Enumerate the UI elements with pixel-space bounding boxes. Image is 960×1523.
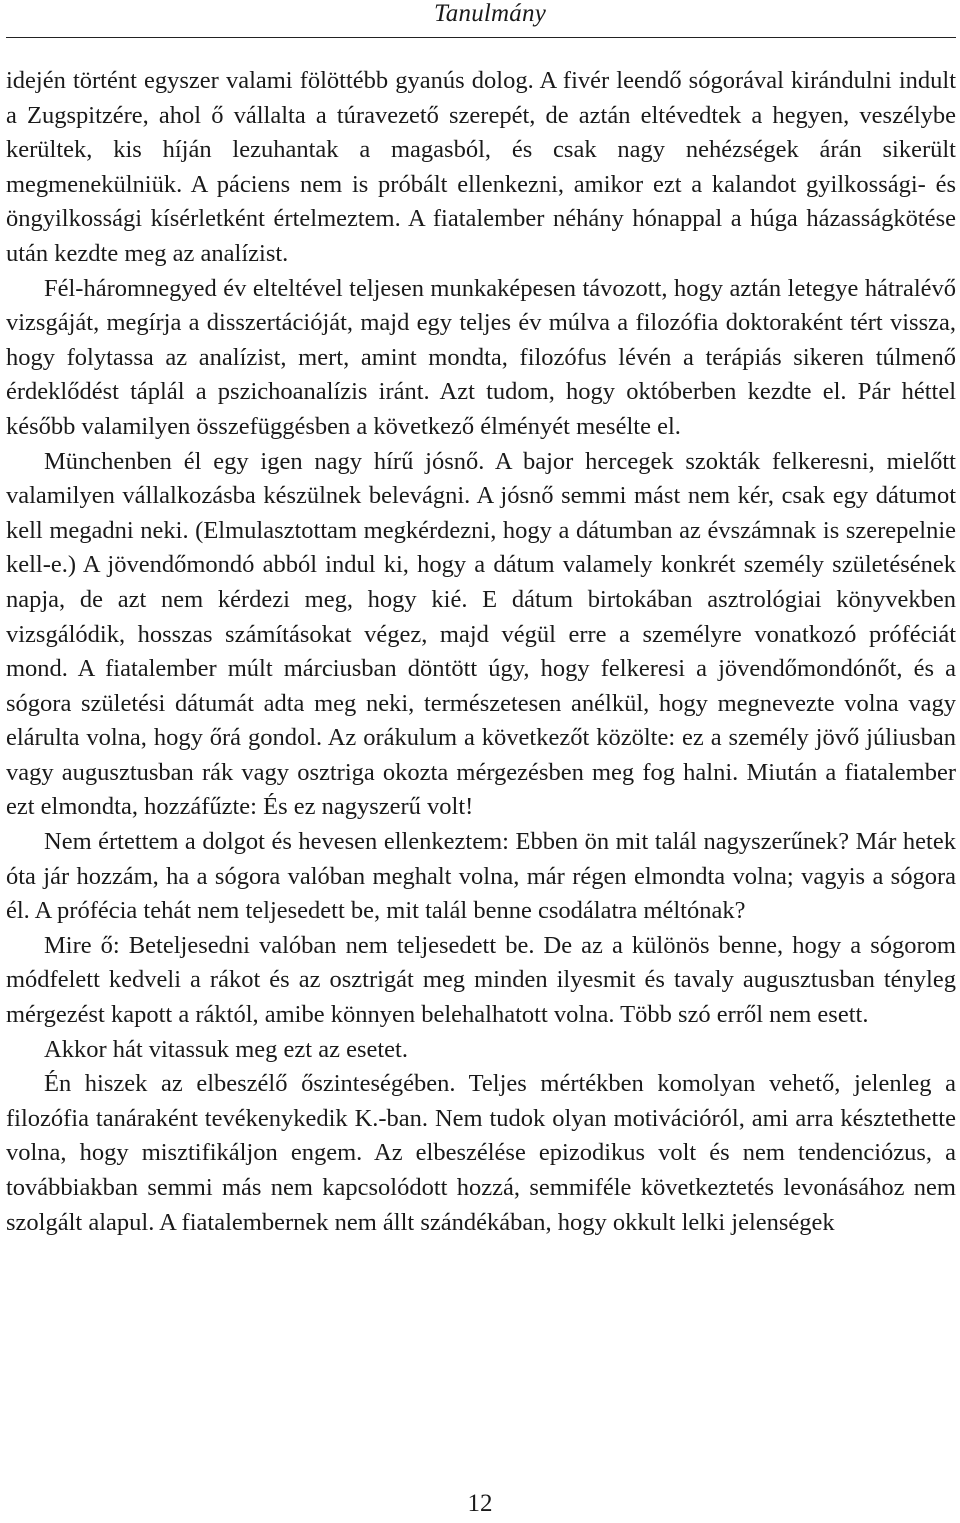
paragraph: Münchenben él egy igen nagy hírű jósnő. A bajor hercegek szokták felkeresni, mielőtt valamilyen vállalkozásba készülnek belevágni. A jósnő semmi mást nem kér, csak egy dátumot kell megadni neki. (Elmulasztottam megkérdezni, hogy a dátumban az évszámnak is szerepelnie kell-e.) A jövendőmondó abból indul ki, hogy a dátum valamely konkrét személy születésének napja, de azt nem kérdezi meg, hogy kié. E dátum birtokában asztrológiai könyvekben vizsgálódik, hosszas számításokat végez, majd végül erre a személyre vonatkozó próféciát mond. A fiatalember múlt márciusban döntött úgy, hogy felkeresi a jövendőmondónőt, és a sógora születési dátumát adta meg neki, természetesen anélkül, hogy megnevezte volna vagy elárulta volna, hogy őrá gondol. Az orákulum a következőt közölte: ez a személy jövő júliusban vagy augusztusban rák vagy osztriga okozta mérgezésben meg fog halni. Miután a fiatalember ezt elmondta, hozzáfűzte: És ez nagyszerű volt! <box>6 447 956 821</box>
header-rule <box>6 37 956 38</box>
running-head-title: Tanulmány <box>433 0 546 27</box>
paragraph: Mire ő: Beteljesedni valóban nem teljesedett be. De az a különös benne, hogy a sógorom módfelett kedveli a rákot és az osztrigát meg minden ilyesmit és tavaly augusztusban tényleg mérgezést kapott a ráktól, amibe könnyen belehalhatott volna. Több szó erről nem esett. <box>6 931 956 1029</box>
paragraph: Én hiszek az elbeszélő őszinteségében. Teljes mértékben komolyan vehető, jelenleg a filozófia tanáraként tevékenykedik K.-ban. Nem tudok olyan motivációról, ami arra késztethette volna, hogy misztifikáljon engem. Az elbeszélése epizodikus volt és nem tendenciózus, a továbbiakban semmi más nem kapcsolódott hozzá, semmiféle következtetés levonásához nem szolgált alapul. A fiatalembernek nem állt szándékában, hogy okkult lelki jelenségek <box>6 1070 956 1236</box>
page-number: 12 <box>467 1490 493 1517</box>
paragraph: idején történt egyszer valami fölöttébb gyanús dolog. A fivér leendő sógorával kirándulni indult a Zugspitzére, ahol ő vállalta a túravezető szerepét, de aztán eltévedtek a hegyen, veszélybe kerültek, kis híján lezuhantak a magasból, és csak nagy nehézségek árán sikerült megmenekülniük. A páciens nem is próbált ellenkezni, amikor ezt a kalandot gyilkossági- és öngyilkossági kísérletként értelmeztem. A fiatalember néhány hónappal a húga házasságkötése után kezdte meg az analízist. <box>6 67 956 267</box>
paragraph: Akkor hát vitassuk meg ezt az esetet. <box>44 1035 408 1063</box>
paragraph: Nem értettem a dolgot és hevesen ellenkeztem: Ebben ön mit talál nagyszerűnek? Már hetek óta jár hozzám, ha a sógora valóban meghalt volna, már régen elmondta volna; vagyis a sógora él. A prófécia tehát nem teljesedett be, mit talál benne csodálatra méltónak? <box>6 828 956 925</box>
body-text <box>6 64 956 1240</box>
paragraph: Fél-háromnegyed év elteltével teljesen munkaképesen távozott, hogy aztán letegye hátralévő vizsgáját, megírja a disszertációját, majd egy teljes év múlva a filozófia doktoraként tért vissza, hogy folytassa az analízist, mert, amint mondta, filozófus lévén a terápiás sikeren túlmenő érdeklődést táplál a pszichoanalízis iránt. Azt tudom, hogy októberben kezdte el. Pár héttel később valamilyen összefüggésben a következő élményét mesélte el. <box>6 274 956 440</box>
